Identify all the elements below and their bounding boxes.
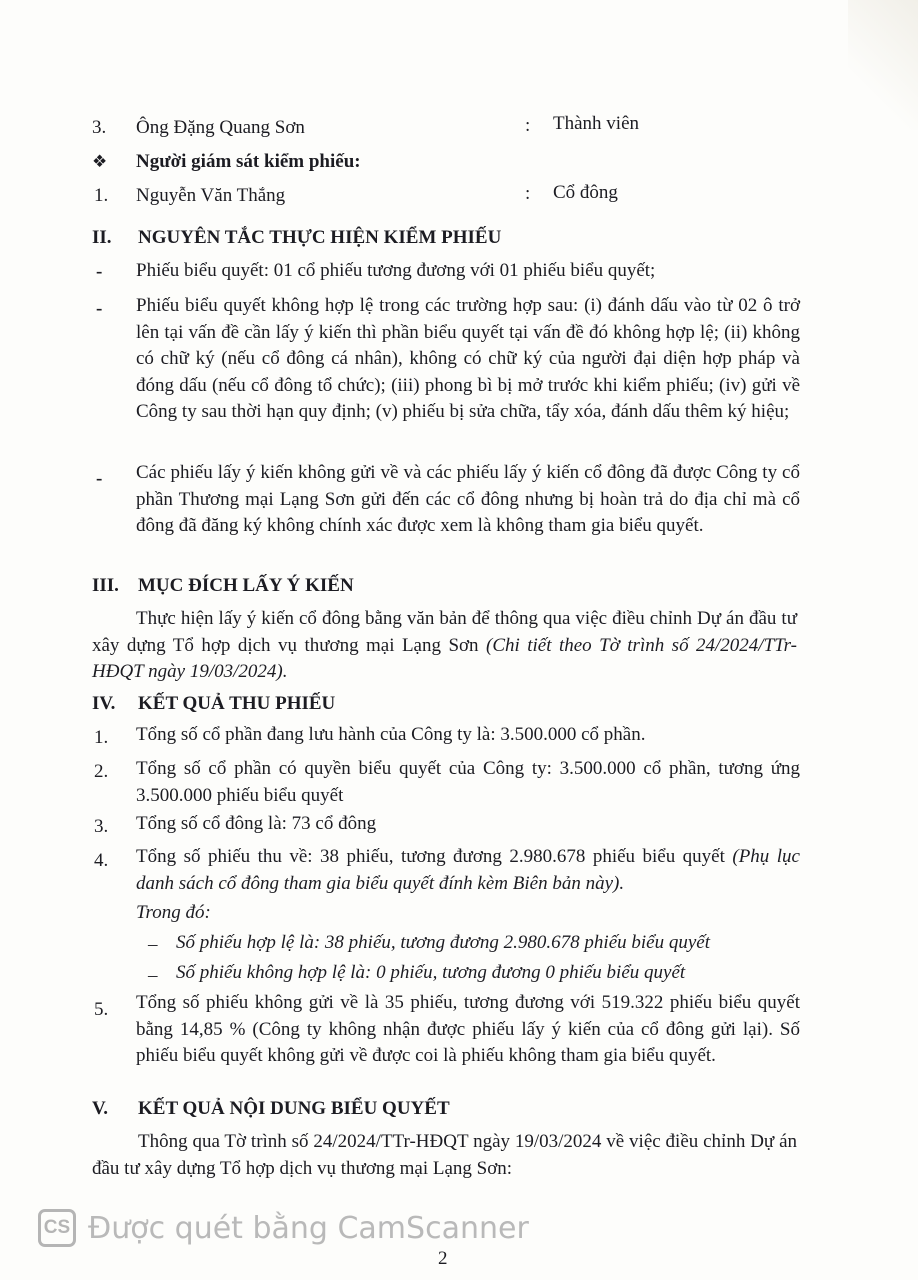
camscanner-logo-icon: CS <box>38 1209 76 1247</box>
in-which-label: Trong đó: <box>136 902 211 923</box>
result-item: Tổng số cổ đông là: 73 cổ đông <box>136 813 377 834</box>
member-name: Ông Đặng Quang Sơn <box>136 117 305 138</box>
member-role: Thành viên <box>553 113 640 134</box>
section-5-roman: V. <box>92 1098 109 1119</box>
sub-dash: – <box>148 934 158 955</box>
supervisor-heading: Người giám sát kiểm phiếu: <box>136 151 361 172</box>
result-number: 5. <box>94 999 109 1020</box>
result-number: 3. <box>94 816 109 837</box>
supervisor-colon: : <box>525 183 531 204</box>
result-item: Tổng số phiếu không gửi về là 35 phiếu, tương đương với 519.322 phiếu biểu quyết bằng 14,85 % (Công ty không nhận được phiếu lấy ý kiến của cổ đông gửi lại). Số phiếu biểu quyết không gửi về được coi là phiếu không tham gia biểu quyết. <box>136 992 800 1067</box>
purpose-reference: (Chi tiết theo Tờ trình số 24/2024/TTr-HĐQT ngày 19/03/2024). <box>92 634 798 683</box>
member-colon: : <box>525 115 531 136</box>
sub-dash: – <box>148 965 158 986</box>
page-number: 2 <box>438 1248 448 1269</box>
result-number: 2. <box>94 761 109 782</box>
section-4-title: KẾT QUẢ THU PHIẾU <box>138 693 336 714</box>
result-number: 4. <box>94 850 109 871</box>
principle-item: Phiếu biểu quyết: 01 cổ phiếu tương đương với 01 phiếu biểu quyết; <box>136 260 656 281</box>
purpose-paragraph <box>92 606 797 686</box>
result-item: Tổng số cổ phần đang lưu hành của Công ty là: 3.500.000 cổ phần. <box>136 724 646 745</box>
section-2-title: NGUYÊN TẮC THỰC HIỆN KIỂM PHIẾU <box>138 227 502 248</box>
supervisor-role: Cổ đông <box>553 182 618 203</box>
principle-item: Phiếu biểu quyết không hợp lệ trong các trường hợp sau: (i) đánh dấu vào từ 02 ô trở lên tại vấn đề cần lấy ý kiến thì phần biểu quyết tại vấn đề đó không hợp lệ; (ii) không có chữ ký (nếu cổ đông cá nhân), không có chữ ký của người đại diện hợp pháp và đóng dấu (nếu cổ đông tổ chức); (iii) phong bì bị mở trước khi kiểm phiếu; (iv) gửi về Công ty sau thời hạn quy định; (v) phiếu bị sửa chữa, tẩy xóa, đánh dấu thêm ký hiệu; <box>136 295 800 423</box>
votes-received-text: Tổng số phiếu thu về: 38 phiếu, tương đương 2.980.678 phiếu biểu quyết <box>136 846 733 867</box>
supervisor-name: Nguyễn Văn Thắng <box>136 185 286 206</box>
diamond-bullet-icon: ❖ <box>92 152 108 171</box>
section-4-roman: IV. <box>92 693 116 714</box>
voting-content-paragraph: Thông qua Tờ trình số 24/2024/TTr-HĐQT ngày 19/03/2024 về việc điều chỉnh Dự án đầu tư xây dựng Tổ hợp dịch vụ thương mại Lạng Sơn: <box>92 1131 797 1179</box>
supervisor-number: 1. <box>94 185 109 206</box>
section-3-title: MỤC ĐÍCH LẤY Ý KIẾN <box>138 575 354 596</box>
appendix-reference: (Phụ lục danh sách cổ đông tham gia biểu quyết đính kèm Biên bản này). <box>136 846 800 894</box>
section-2-roman: II. <box>92 227 112 248</box>
purpose-text: Thực hiện lấy ý kiến cổ đông bằng văn bản để thông qua việc điều chỉnh Dự án đầu tư xây dựng Tổ hợp dịch vụ thương mại Lạng Sơn <box>92 608 797 656</box>
member-number: 3. <box>92 117 107 138</box>
scan-shadow <box>848 0 918 130</box>
camscanner-watermark <box>38 1205 529 1251</box>
watermark-text: Được quét bằng CamScanner <box>88 1210 529 1246</box>
invalid-votes: Số phiếu không hợp lệ là: 0 phiếu, tương đương 0 phiếu biểu quyết <box>176 962 686 983</box>
bullet-dash: - <box>96 468 103 489</box>
result-number: 1. <box>94 727 109 748</box>
result-item: Tổng số cổ phần có quyền biểu quyết của Công ty: 3.500.000 cổ phần, tương ứng 3.500.000 phiếu biểu quyết <box>136 758 800 806</box>
bullet-dash: - <box>96 261 103 282</box>
section-5-title: KẾT QUẢ NỘI DUNG BIỂU QUYẾT <box>138 1098 450 1119</box>
bullet-dash: - <box>96 298 103 319</box>
principle-item: Các phiếu lấy ý kiến không gửi về và các phiếu lấy ý kiến cổ đông đã được Công ty cổ phần Thương mại Lạng Sơn gửi đến các cổ đông nhưng bị hoàn trả do địa chỉ mà cổ đông đã đăng ký không chính xác được xem là không tham gia biểu quyết. <box>136 462 800 537</box>
valid-votes: Số phiếu hợp lệ là: 38 phiếu, tương đương 2.980.678 phiếu biểu quyết <box>176 932 710 953</box>
section-3-roman: III. <box>92 575 119 596</box>
result-item <box>136 844 800 897</box>
